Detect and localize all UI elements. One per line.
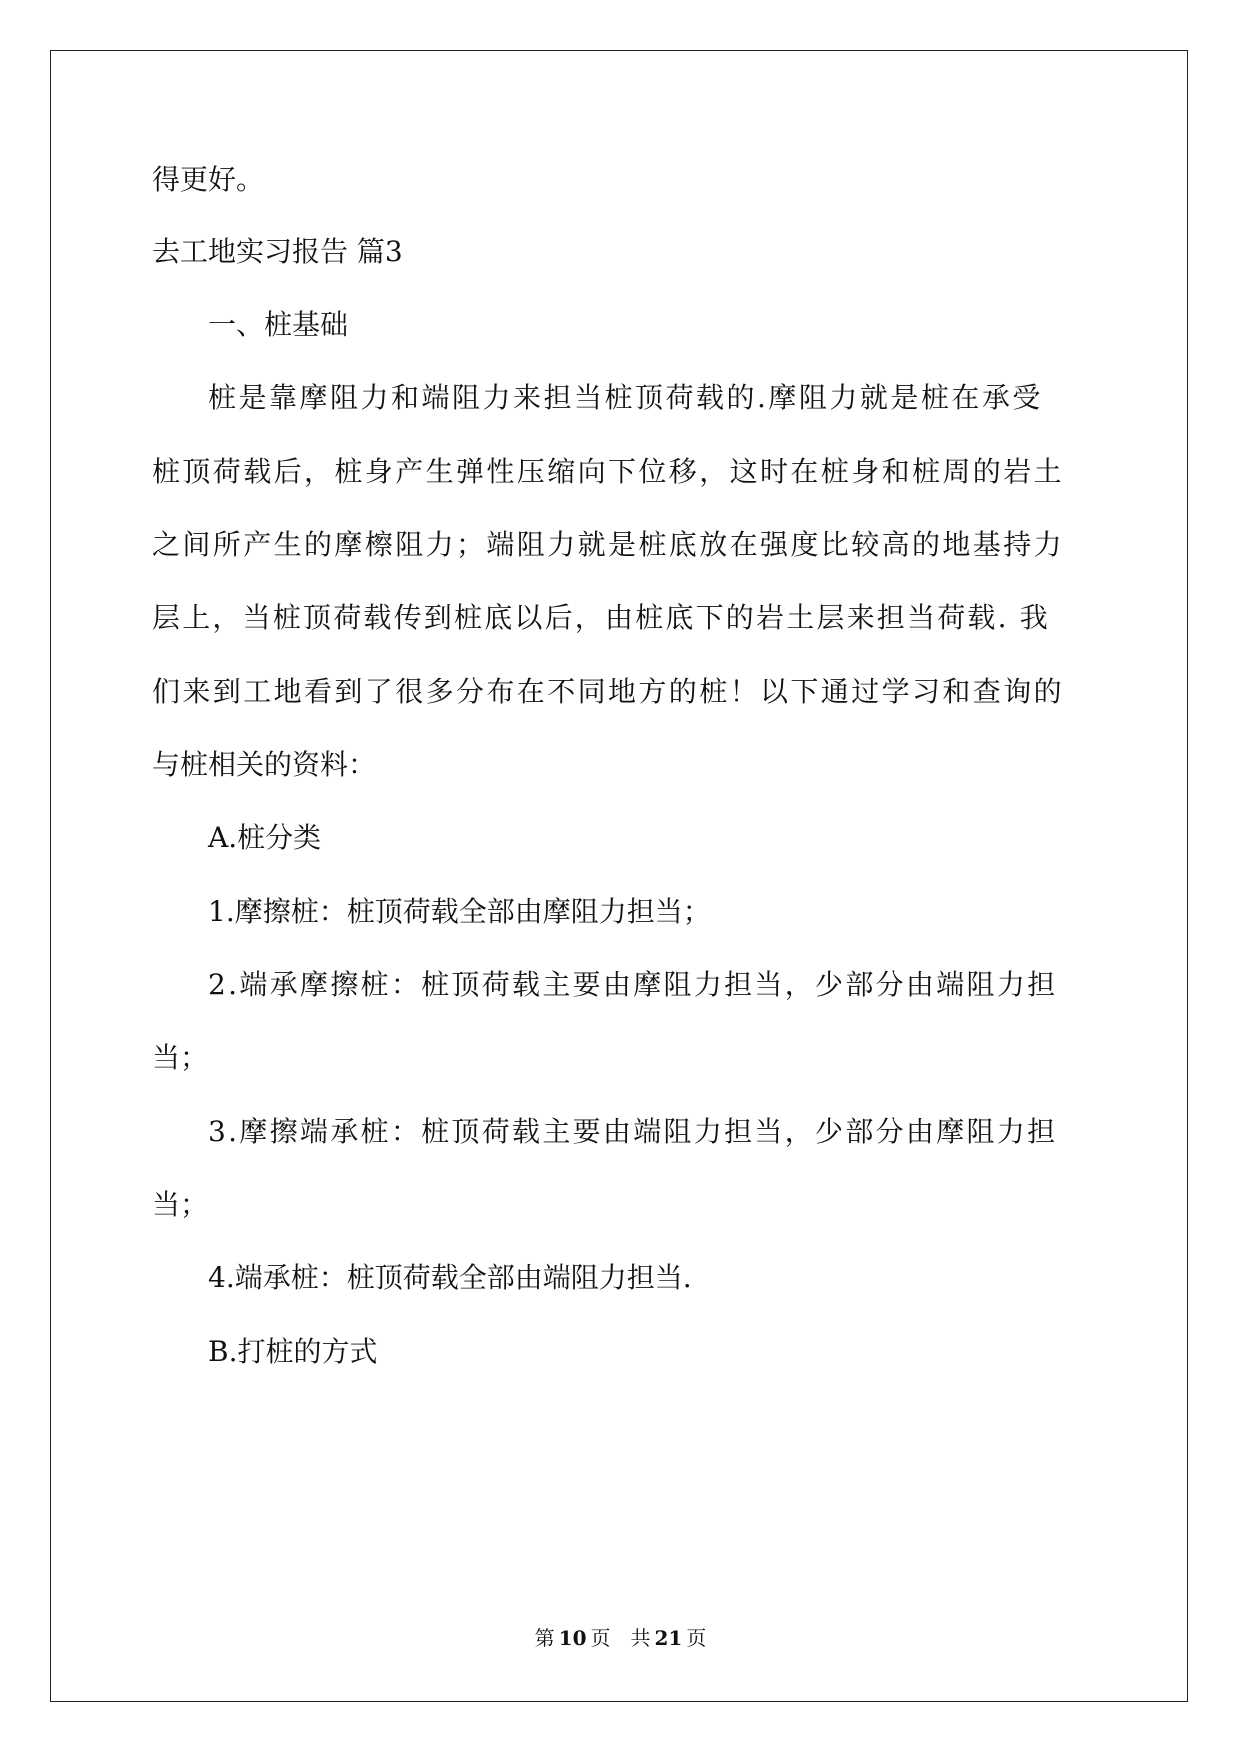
page-footer (0, 1622, 1241, 1651)
footer-prefix: 第 (534, 1626, 555, 1650)
paragraph-line: 桩顶荷载后，桩身产生弹性压缩向下位移，这时在桩身和桩周的岩土 (152, 455, 1065, 488)
list-heading: B.打桩的方式 (208, 1335, 378, 1368)
list-item: 4.端承桩：桩顶荷载全部由端阻力担当. (208, 1261, 692, 1294)
total-page-number: 21 (654, 1626, 683, 1650)
paragraph-line: 们来到工地看到了很多分布在不同地方的桩！以下通过学习和查询的 (152, 675, 1065, 708)
footer-mid: 页 共 (590, 1626, 651, 1650)
paragraph-line: 之间所产生的摩檫阻力；端阻力就是桩底放在强度比较高的地基持力 (152, 528, 1065, 561)
list-item: 1.摩擦桩：桩顶荷载全部由摩阻力担当； (208, 895, 711, 928)
section-heading: 去工地实习报告 篇3 (152, 235, 403, 268)
paragraph-line: 桩是靠摩阻力和端阻力来担当桩顶荷载的.摩阻力就是桩在承受 (208, 381, 1043, 414)
list-item-continuation: 当； (152, 1041, 209, 1074)
paragraph-line: 与桩相关的资料： (152, 748, 377, 781)
subsection-heading: 一、桩基础 (208, 308, 349, 341)
list-item: 3.摩擦端承桩：桩顶荷载主要由端阻力担当，少部分由摩阻力担 (208, 1115, 1058, 1148)
paragraph-line: 得更好。 (152, 163, 265, 196)
page-border (50, 50, 1188, 1702)
current-page-number: 10 (558, 1626, 587, 1650)
list-item: 2.端承摩擦桩：桩顶荷载主要由摩阻力担当，少部分由端阻力担 (208, 968, 1058, 1001)
paragraph-line: 层上，当桩顶荷载传到桩底以后，由桩底下的岩土层来担当荷载. 我 (152, 601, 1051, 634)
list-heading: A.桩分类 (208, 821, 322, 854)
list-item-continuation: 当； (152, 1188, 209, 1221)
footer-suffix: 页 (686, 1626, 707, 1650)
